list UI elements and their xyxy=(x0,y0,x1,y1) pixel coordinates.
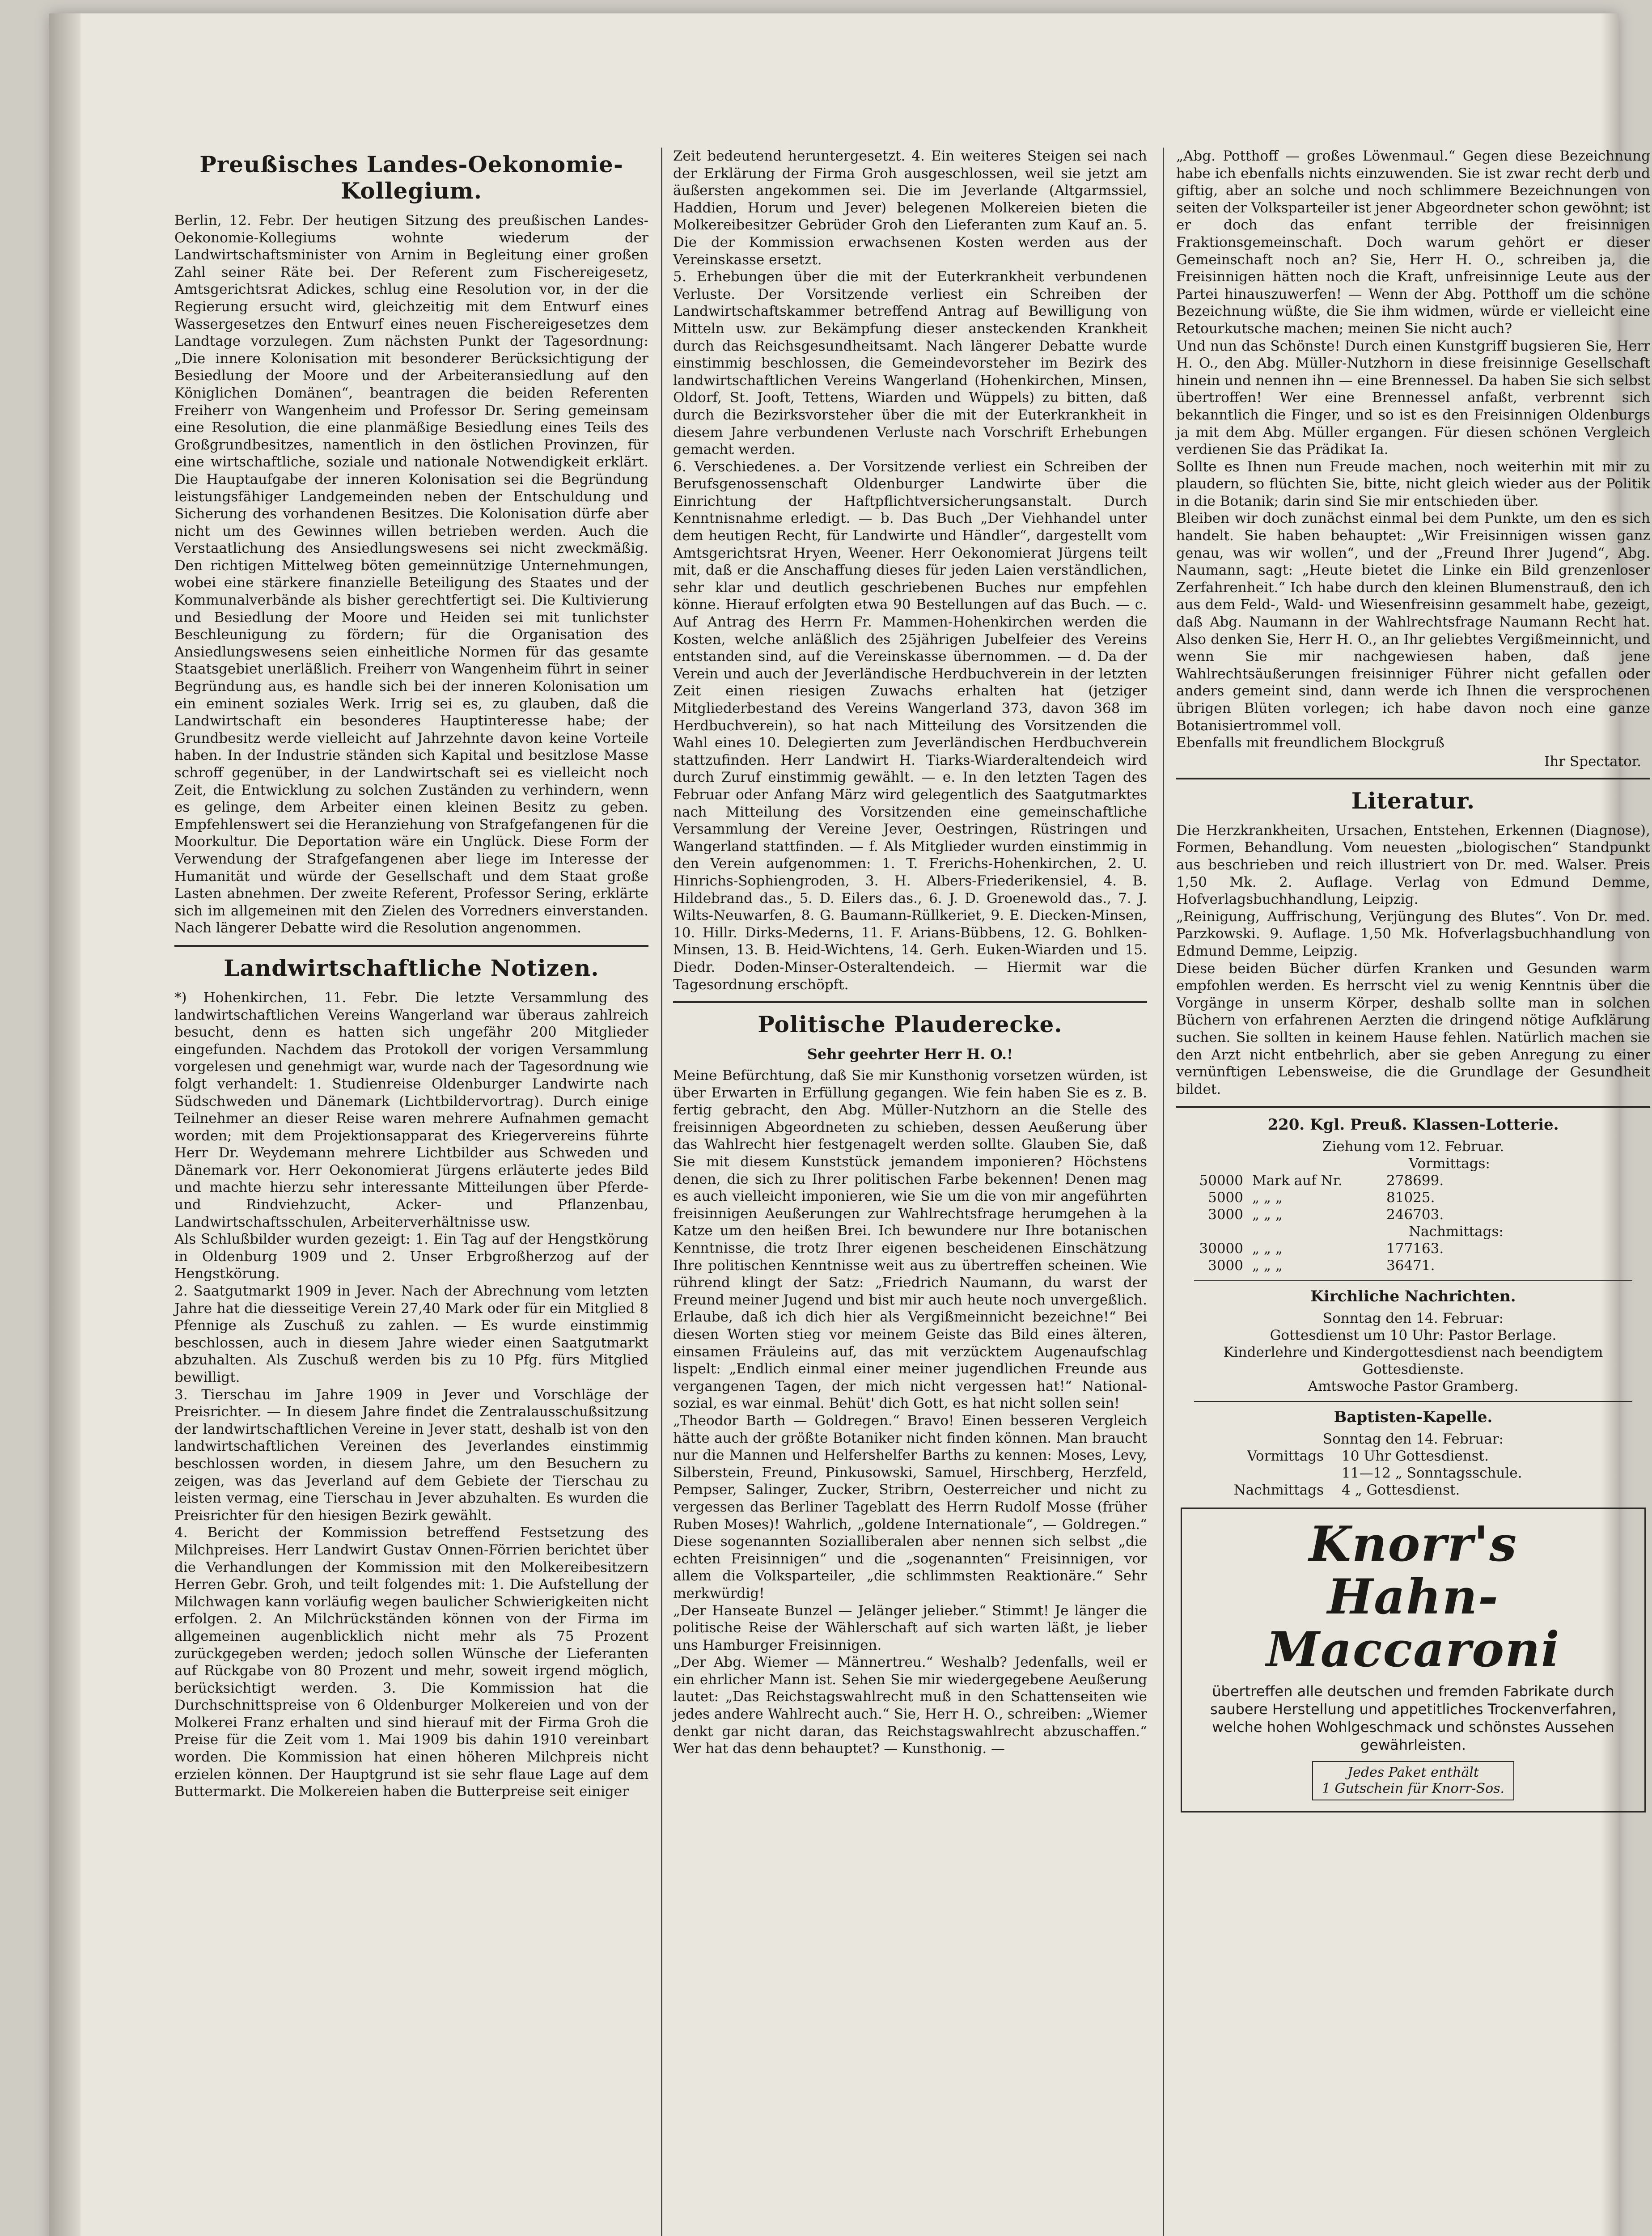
knorr-advertisement xyxy=(1181,1508,1646,1813)
baptist-title: Baptisten-Kapelle. xyxy=(1334,1408,1493,1427)
section-heading: Preußisches Landes-Oekonomie-Kollegium. xyxy=(199,151,623,204)
lottery-morning-label: Vormittags: xyxy=(1409,1156,1490,1172)
lottery-row: 3000 „ „ „ 246703. xyxy=(1208,1207,1444,1223)
church-text: Sonntag den 14. Februar: Gottesdienst um 10 Uhr: Pastor Berlage. Kinderlehre und Kindergottesdienst nach beendigtem Gottesdienste. Amtswoche Pastor Gramberg. xyxy=(1223,1310,1603,1395)
lottery-block xyxy=(1176,1116,1650,1274)
divider xyxy=(174,945,648,947)
column-divider xyxy=(661,148,662,2236)
church-title: Kirchliche Nachrichten. xyxy=(1310,1287,1516,1306)
baptist-schedule: Vormittags 10 Uhr Gottesdienst. 11—12 „ Sonntagsschule. Nachmittags 4 „ Gottesdienst. xyxy=(1233,1448,1522,1499)
column-1 xyxy=(174,148,648,1800)
binding-fold xyxy=(49,13,80,2236)
article-text: Zeit bedeutend heruntergesetzt. 4. Ein weiteres Steigen sei nach der Erklärung der Firma Groh ausgeschlossen, weil sie jetzt am äußersten angekommen sei. Die im Jeverlande (Altgarmssiel, Haddien, Horum und Jever) belegenen Molkereien bieten die Molkereibesitzer Gebrüder Groh den Lieferanten zum Kauf an. 5. Die der Kommission erwachsenen Kosten werden aus der Vereinskasse ersetzt. 5. Erhebungen über die mit der Euterkrankheit verbundenen Verluste. Der Vorsitzende verliest ein Schreiben der Landwirtschaftskammer betreffend Antrag auf Bewilligung von Mitteln usw. zur Bekämpfung dieser ansteckenden Krankheit durch das Reichsgesundheitsamt. Nach längerer Debatte wurde einstimmig beschlossen, die Gemeindevorsteher im Bezirk des landwirtschaftlichen Vereins Wangerland (Hohenkirchen, Minsen, Oldorf, St. Jooft, Tettens, Wiarden und Wüppels) zu bitten, daß durch die Bezirksvorsteher über die mit der Euterkrankheit in diesem Jahre verbundenen Verluste nach Vorschrift Erhebungen gemacht werden. 6. Verschiedenes. a. Der Vorsitzende verliest ein Schreiben der Berufsgenossenschaft Oldenburger Landwirte über die Einrichtung der Haftpflichtversicherungsanstalt. Durch Kenntnisnahme erledigt. — b. Das Buch „Der Viehhandel unter dem heutigen Recht, für Landwirte und Händler“, dargestellt vom Amtsgerichtsrat Hryen, Weener. Herr Oekonomierat Jürgens teilt mit, daß er die Anschaffung dieses für jeden Laien verständlichen, sehr klar und deutlich geschriebenen Buches nur empfehlen könne. Hierauf erfolgten etwa 90 Bestellungen auf das Buch. — c. Auf Antrag des Herrn Fr. Mammen-Hohenkirchen werden die Kosten, welche anläßlich des 25jährigen Jubelfeier des Vereins entstanden sind, auf die Vereinskasse übernommen. — d. Da der Verein und auch der Jeverländische Herdbuchverein in der letzten Zeit einen riesigen Zuwachs erhalten hat (jetziger Mitgliederbestand des Vereins Wangerland 373, davon 368 im Herdbuchverein), so hat nach Mitteilung des Vorsitzenden die Wahl eines 10. Delegierten zum Jeverländischen Herdbuchverein stattzufinden. Herr Landwirt H. Tiarks-Wiarderaltendeich wird durch Zuruf einstimmig gewählt. — e. In den letzten Tagen des Februar oder Anfang März wird gelegentlich des Saatgutmarktes nach Mitteilung des Vorsitzenden eine gemeinschaftliche Versammlung der Vereine Jever, Oestringen, Rüstringen und Wangerland stattfinden. — f. Als Mitglieder wurden einstimmig in den Verein aufgenommen: 1. T. Frerichs-Hohenkirchen, 2. U. Hinrichs-Sophiengroden, 3. H. Albers-Friederikensiel, 4. B. Hildebrand das., 5. D. Eilers das., 6. J. D. Groenewold das., 7. J. Wilts-Neuwarfen, 8. G. Baumann-Rüllkeriet, 9. E. Diecken-Minsen, 10. Hillr. Dirks-Mederns, 11. F. Arians-Bübbens, 12. G. Bohlken-Minsen, 13. B. Heid-Wichtens, 14. Gerh. Euken-Wiarden und 15. Diedr. Doden-Minser-Osteraltendeich. — Hiermit war die Tagesordnung erschöpft. xyxy=(673,148,1147,993)
article-text: Meine Befürchtung, daß Sie mir Kunsthonig vorsetzen würden, ist über Erwarten in Erfüllung gegangen. Wie fein haben Sie es z. B. fertig gebracht, den Abg. Müller-Nutzhorn an die Stelle des freisinnigen Abgeordneten zu schieben, dessen Aeußerung über das Wahlrecht hier festgenagelt werden sollte. Glauben Sie, daß Sie mit diesem Kunststück jemandem imponieren? Höchstens denen, die sich zu Ihrer politischen Farbe bekennen! Denen mag es auch vielleicht imponieren, wie Sie um die von mir angeführten freisinnigen Aeußerungen zur Wahlrechtsfrage herumgehen à la Katze um den heißen Brei. Ich bewundere nur Ihre botanischen Kenntnisse, die trotz Ihrer eigenen bescheidenen Einschätzung Ihre politischen Kenntnisse weit aus zu übertreffen scheinen. Wie rührend klingt der Satz: „Friedrich Naumann, du warst der Freund meiner Jugend und bist mir auch heute noch unvergeßlich. Erlaube, daß ich dich hier als Vergißmeinnicht bezeichne!“ Bei diesen Worten stieg vor meinem Geiste das Bild eines älteren, einsamen Fräuleins auf, das mit verzücktem Augenaufschlag lispelt: „Endlich einmal einer meiner jugendlichen Freunde aus vergangenen Tagen, der mich nicht vergessen hat!“ National-sozial, es war einmal. Behüt' dich Gott, es hat nicht sollen sein! „Theodor Barth — Goldregen.“ Bravo! Einen besseren Vergleich hätte auch der größte Botaniker nicht finden können. Man braucht nur die Mannen und Helfershelfer Barths zu kennen: Moses, Levy, Silberstein, Freund, Pinkusowski, Samuel, Hirschberg, Herzfeld, Pempser, Salinger, Zucker, Stribrn, Oesterreicher und nicht zu vergessen das Berliner Tageblatt des Herrn Rudolf Mosse (früher Ruben Moses)! Wahrlich, „goldene Internationale“, — Goldregen.“ Diese sogenannten Sozialliberalen aber nennen sich selbst „die echten Freisinnigen“ und die „sogenannten“ Freisinnigen, vor allem die Volksparteiler, „die schlimmsten Reaktionäre.“ Sehr merkwürdig! „Der Hanseate Bunzel — Jelänger jelieber.“ Stimmt! Je länger die politische Reise der Wählerschaft auf sich warten läßt, je lieber uns Hamburger Freisinnigen. „Der Abg. Wiemer — Männertreu.“ Weshalb? Jedenfalls, weil er ein ehrlicher Mann ist. Sehen Sie mir wiedergegebene Aeußerung lautet: „Das Reichstagswahlrecht muß in den Schattenseiten wie jedes andere Wahlrecht auch.“ Sie, Herr H. O., schreiben: „Wiemer denkt gar nicht daran, das Reichstagswahlrecht abzuschaffen.“ Wer hat das denn behauptet? — Kunsthonig. — xyxy=(673,1067,1147,1757)
divider xyxy=(1176,1106,1650,1108)
divider xyxy=(673,1001,1147,1003)
lottery-title: 220. Kgl. Preuß. Klassen-Lotterie. xyxy=(1267,1116,1559,1134)
section-heading: Literatur. xyxy=(1351,787,1475,814)
baptist-date: Sonntag den 14. Februar: xyxy=(1322,1431,1504,1448)
letter-salutation: Sehr geehrter Herr H. O.! xyxy=(807,1046,1013,1063)
lottery-row: 50000 Mark auf Nr. 278699. xyxy=(1199,1173,1444,1189)
signature: Ihr Spectator. xyxy=(1544,753,1641,770)
ad-note: Jedes Paket enthält 1 Gutschein für Knorr-Sos. xyxy=(1312,1761,1514,1800)
article-text: Die Herzkrankheiten, Ursachen, Entstehen, Erkennen (Diagnose), Formen, Behandlung. Vom neuesten „biologischen“ Standpunkt aus beschrieben und reich illustriert von Dr. med. Walser. Preis 1,50 Mk. 2. Auflage. Verlag von Edmund Demme, Hofverlagsbuchhandlung, Leipzig. „Reinigung, Auffrischung, Verjüngung des Blutes“. Von Dr. med. Parzkowski. 9. Auflage. 1,50 Mk. Hofverlagsbuchhandlung von Edmund Demme, Leipzig. Diese beiden Bücher dürfen Kranken und Gesunden warm empfohlen werden. Es herrscht viel zu wenig Kenntnis über die Vorgänge in unserm Körper, deshalb sollte man in solchen Büchern von erfahrenen Aerzten die dringend nötige Aufklärung suchen. Sie sollten in keinem Hause fehlen. Natürlich machen sie den Arzt nicht entbehrlich, aber sie geben Anregung zu einer vernünftigen Lebensweise, die die Grundlage der Gesundheit bildet. xyxy=(1176,822,1650,1097)
article-text: „Abg. Potthoff — großes Löwenmaul.“ Gegen diese Bezeichnung habe ich ebenfalls nichts einzuwenden. Sie ist zwar recht derb und giftig, aber an solche und noch schlimmere Bezeichnungen von seiten der Volksparteiler ist jener Abgeordneter schon gewöhnt; ist er doch das enfant terrible der freisinnigen Fraktionsgemeinschaft. Doch warum gehört er dieser Gemeinschaft noch an? Sie, Herr H. O., schreiben ja, die Freisinnigen hätten noch die Kraft, unfreisinnige Leute aus der Partei hinauszuwerfen! — Wenn der Abg. Potthoff um die schöne Bezeichnung wüßte, die Sie ihm widmen, würde er vielleicht eine Retourkutsche machen; meinen Sie nicht auch? Und nun das Schönste! Durch einen Kunstgriff bugsieren Sie, Herr H. O., den Abg. Müller-Nutzhorn in diese freisinnige Gesellschaft hinein und nennen ihn — eine Brennessel. Da haben Sie sich selbst übertroffen! Wer eine Brennessel anfaßt, verbrennt sich bekanntlich die Finger, und so ist es den Freisinnigen Oldenburgs ja mit dem Abg. Müller ergangen. Für diesen schönen Vergleich verdienen Sie das Prädikat Ia. Sollte es Ihnen nun Freude machen, noch weiterhin mit mir zu plaudern, so flüchten Sie, bitte, nicht gleich wieder aus der Politik in die Botanik; darin sind Sie mir entschieden über. Bleiben wir doch zunächst einmal bei dem Punkte, um den es sich handelt. Sie haben behauptet: „Wir Freisinnigen wissen ganz genau, was wir wollen“, und der „Freund Ihrer Jugend“, Abg. Naumann, sagt: „Heute bietet die Linke ein Bild grenzenloser Zerfahrenheit.“ Ich habe durch den kleinen Blumenstrauß, den ich aus dem Feld-, Wald- und Wiesenfreisinn gesammelt habe, gezeigt, daß Abg. Naumann in der Wahlrechtsfrage Naumann Recht hat. Also denken Sie, Herr H. O., an Ihr geliebtes Vergißmeinnicht, und wenn Sie mir nachgewiesen haben, daß jene Wahlrechtsäußerungen freisinniger Führer nicht gefallen oder anders gemeint sind, dann werde ich Ihnen die versprochenen übrigen Blüten vorlegen; ich habe davon noch eine ganze Botanisiertrommel voll. Ebenfalls mit freundlichem Blockgruß xyxy=(1176,148,1650,751)
lottery-table xyxy=(1176,1155,1650,1274)
column-divider xyxy=(1163,148,1164,2236)
divider xyxy=(1176,778,1650,779)
divider xyxy=(1194,1280,1632,1281)
column-2 xyxy=(673,148,1147,1757)
lottery-afternoon-label: Nachmittags: xyxy=(1409,1224,1504,1240)
lottery-row: 5000 „ „ „ 81025. xyxy=(1208,1190,1435,1206)
column-3 xyxy=(1176,148,1650,1813)
ad-brand-line: Maccaroni xyxy=(1266,1622,1560,1678)
lottery-row: 30000 „ „ „ 177163. xyxy=(1199,1241,1444,1257)
lottery-date: Ziehung vom 12. Februar. xyxy=(1322,1139,1504,1155)
newspaper-page xyxy=(49,13,1650,2236)
lottery-row: 3000 „ „ „ 36471. xyxy=(1208,1258,1435,1274)
section-heading: Landwirtschaftliche Notizen. xyxy=(224,954,599,981)
divider xyxy=(1194,1401,1632,1402)
ad-description: übertreffen alle deutschen und fremden Fabrikate durch saubere Herstellung und appetitliches Trockenverfahren, welche hohen Wohlgeschmack und schönstes Aussehen gewährleisten. xyxy=(1210,1683,1616,1754)
article-text: *) Hohenkirchen, 11. Febr. Die letzte Versammlung des landwirtschaftlichen Vereins Wangerland war überaus zahlreich besucht, denn es hatten sich ungefähr 200 Mitglieder eingefunden. Nachdem das Protokoll der vorigen Versammlung vorgelesen und genehmigt war, wurde nach der Tagesordnung wie folgt verhandelt: 1. Studienreise Oldenburger Landwirte nach Südschweden und Dänemark (Lichtbildervortrag). Durch einige Teilnehmer an dieser Reise waren mehrere Aufnahmen gemacht worden; mit dem Projektionsapparat des Kriegervereins führte Herr Dr. Weydemann mehrere Lichtbilder aus Schweden und Dänemark vor. Herr Oekonomierat Jürgens erläuterte jedes Bild und machte hierzu sehr interessante Mitteilungen über Pferde- und Rindviehzucht, Acker- und Pflanzenbau, Landwirtschaftsschulen, Arbeiterverhältnisse usw. Als Schlußbilder wurden gezeigt: 1. Ein Tag auf der Hengstkörung in Oldenburg 1909 und 2. Unser Erbgroßherzog auf der Hengstkörung. 2. Saatgutmarkt 1909 in Jever. Nach der Abrechnung vom letzten Jahre hat die diesseitige Verein 27,40 Mark oder für ein Mitglied 8 Pfennige als Zuschuß zu zahlen. — Es wurde einstimmig beschlossen, auch in diesem Jahre wieder einen Saatgutmarkt abzuhalten. Als Zuschuß werden bis zu 10 Pfg. fürs Mitglied bewilligt. 3. Tierschau im Jahre 1909 in Jever und Vorschläge der Preisrichter. — In diesem Jahre findet die Zentralausschußsitzung der landwirtschaftlichen Vereine in Jever statt, deshalb ist von den landwirtschaftlichen Vereinen des Jeverlandes einstimmig beschlossen worden, in diesem Jahre, um den Besuchern zu zeigen, was das Jeverland auf dem Gebiete der Tierschau zu leisten vermag, eine Tierschau in Jever abzuhalten. Es wurden die Preisrichter für den hiesigen Bezirk gewählt. 4. Bericht der Kommission betreffend Festsetzung des Milchpreises. Herr Landwirt Gustav Onnen-Förrien berichtet über die Verhandlungen der Kommission mit den Molkereibesitzern Herren Gebr. Groh, und teilt folgendes mit: 1. Die Aufstellung der Milchwagen kann vorläufig wegen baulicher Schwierigkeiten nicht erfolgen. 2. An Milchrückständen können von der Firma im allgemeinen augenblicklich nicht mehr als 75 Prozent zurückgegeben werden; jedoch sollen Wünsche der Lieferanten auf Rückgabe von 80 Prozent und mehr, soweit irgend möglich, berücksichtigt werden. 3. Die Kommission hat die Durchschnittspreise von 6 Oldenburger Molkereien und von der Molkerei Franz erhalten und sind hierauf mit der Firma Groh die Preise für die Zeit vom 1. Mai 1909 bis dahin 1910 vereinbart worden. Die Kommission hat einen höheren Milchpreis nicht erzielen können. Der Hauptgrund ist sie sehr flaue Lage auf dem Buttermarkt. Die Molkereien haben die Butterpreise seit einiger xyxy=(174,989,648,1800)
article-text: Berlin, 12. Febr. Der heutigen Sitzung des preußischen Landes-Oekonomie-Kollegiums wohnte wiederum der Landwirtschaftsminister von Arnim in Begleitung einer großen Zahl seiner Räte bei. Der Referent zum Fischereigesetz, Amtsgerichtsrat Adickes, schlug eine Resolution vor, in der die Regierung ersucht wird, gleichzeitig mit dem Entwurf eines Wassergesetzes den Entwurf eines neuen Fischereigesetzes dem Landtage vorzulegen. Zum nächsten Punkt der Tagesordnung: „Die innere Kolonisation mit besonderer Berücksichtigung der Besiedlung der Moore und der Arbeiteransiedlung auf den Königlichen Domänen“, beantragen die beiden Referenten Freiherr von Wangenheim und Professor Dr. Sering gemeinsam eine Resolution, die eine planmäßige Besiedlung eines Teils des Großgrundbesitzes, namentlich in den östlichen Provinzen, für eine wirtschaftliche, soziale und nationale Notwendigkeit erklärt. Die Hauptaufgabe der inneren Kolonisation sei die Begründung leistungsfähiger Landgemeinden neben der Entschuldung und Sicherung des vorhandenen Besitzes. Die Kolonisation dürfe aber nicht um des Gewinnes willen betrieben werden. Auch die Verstaatlichung des Ansiedlungswesens sei nicht zweckmäßig. Den richtigen Mittelweg böten gemeinnützige Unternehmungen, wobei eine stärkere finanzielle Beteiligung des Staates und der Kommunalverbände als bisher gerechtfertigt sei. Die Kultivierung und Besiedlung der Moore und Heiden sei mit tunlichster Beschleunigung zu fördern; für die Organisation des Ansiedlungswesens seien einheitliche Normen für das gesamte Staatsgebiet unerläßlich. Freiherr von Wangenheim führt in seiner Begründung aus, es handle sich bei der inneren Kolonisation um ein eminent soziales Werk. Irrig sei es, zu glauben, daß die Landwirtschaft ein besonderes Hauptinteresse habe; der Grundbesitz werde vielleicht auf Jahrzehnte davon keine Vorteile haben. In der Industrie ständen sich Kapital und besitzlose Masse schroff gegenüber, in der Landwirtschaft sei es vielleicht noch Zeit, die Entwicklung zu solchen Zuständen zu verhindern, wenn es gelinge, dem Arbeiter einen kleinen Besitz zu geben. Empfehlenswert sei die Heranziehung von Strafgefangenen für die Moorkultur. Die Deportation wäre ein Unglück. Diese Form der Verwendung der Strafgefangenen aber liege im Interesse der Humanität und würde der Gesellschaft und dem Staat große Lasten abnehmen. Der zweite Referent, Professor Sering, erklärte sich im allgemeinen mit den Zielen des Vorredners einverstanden. Nach längerer Debatte wird die Resolution angenommen. xyxy=(174,212,648,936)
ad-brand-line: Hahn- xyxy=(1327,1569,1499,1626)
section-heading: Politische Plauderecke. xyxy=(758,1011,1063,1038)
ad-brand-line: Knorr's xyxy=(1309,1516,1518,1573)
